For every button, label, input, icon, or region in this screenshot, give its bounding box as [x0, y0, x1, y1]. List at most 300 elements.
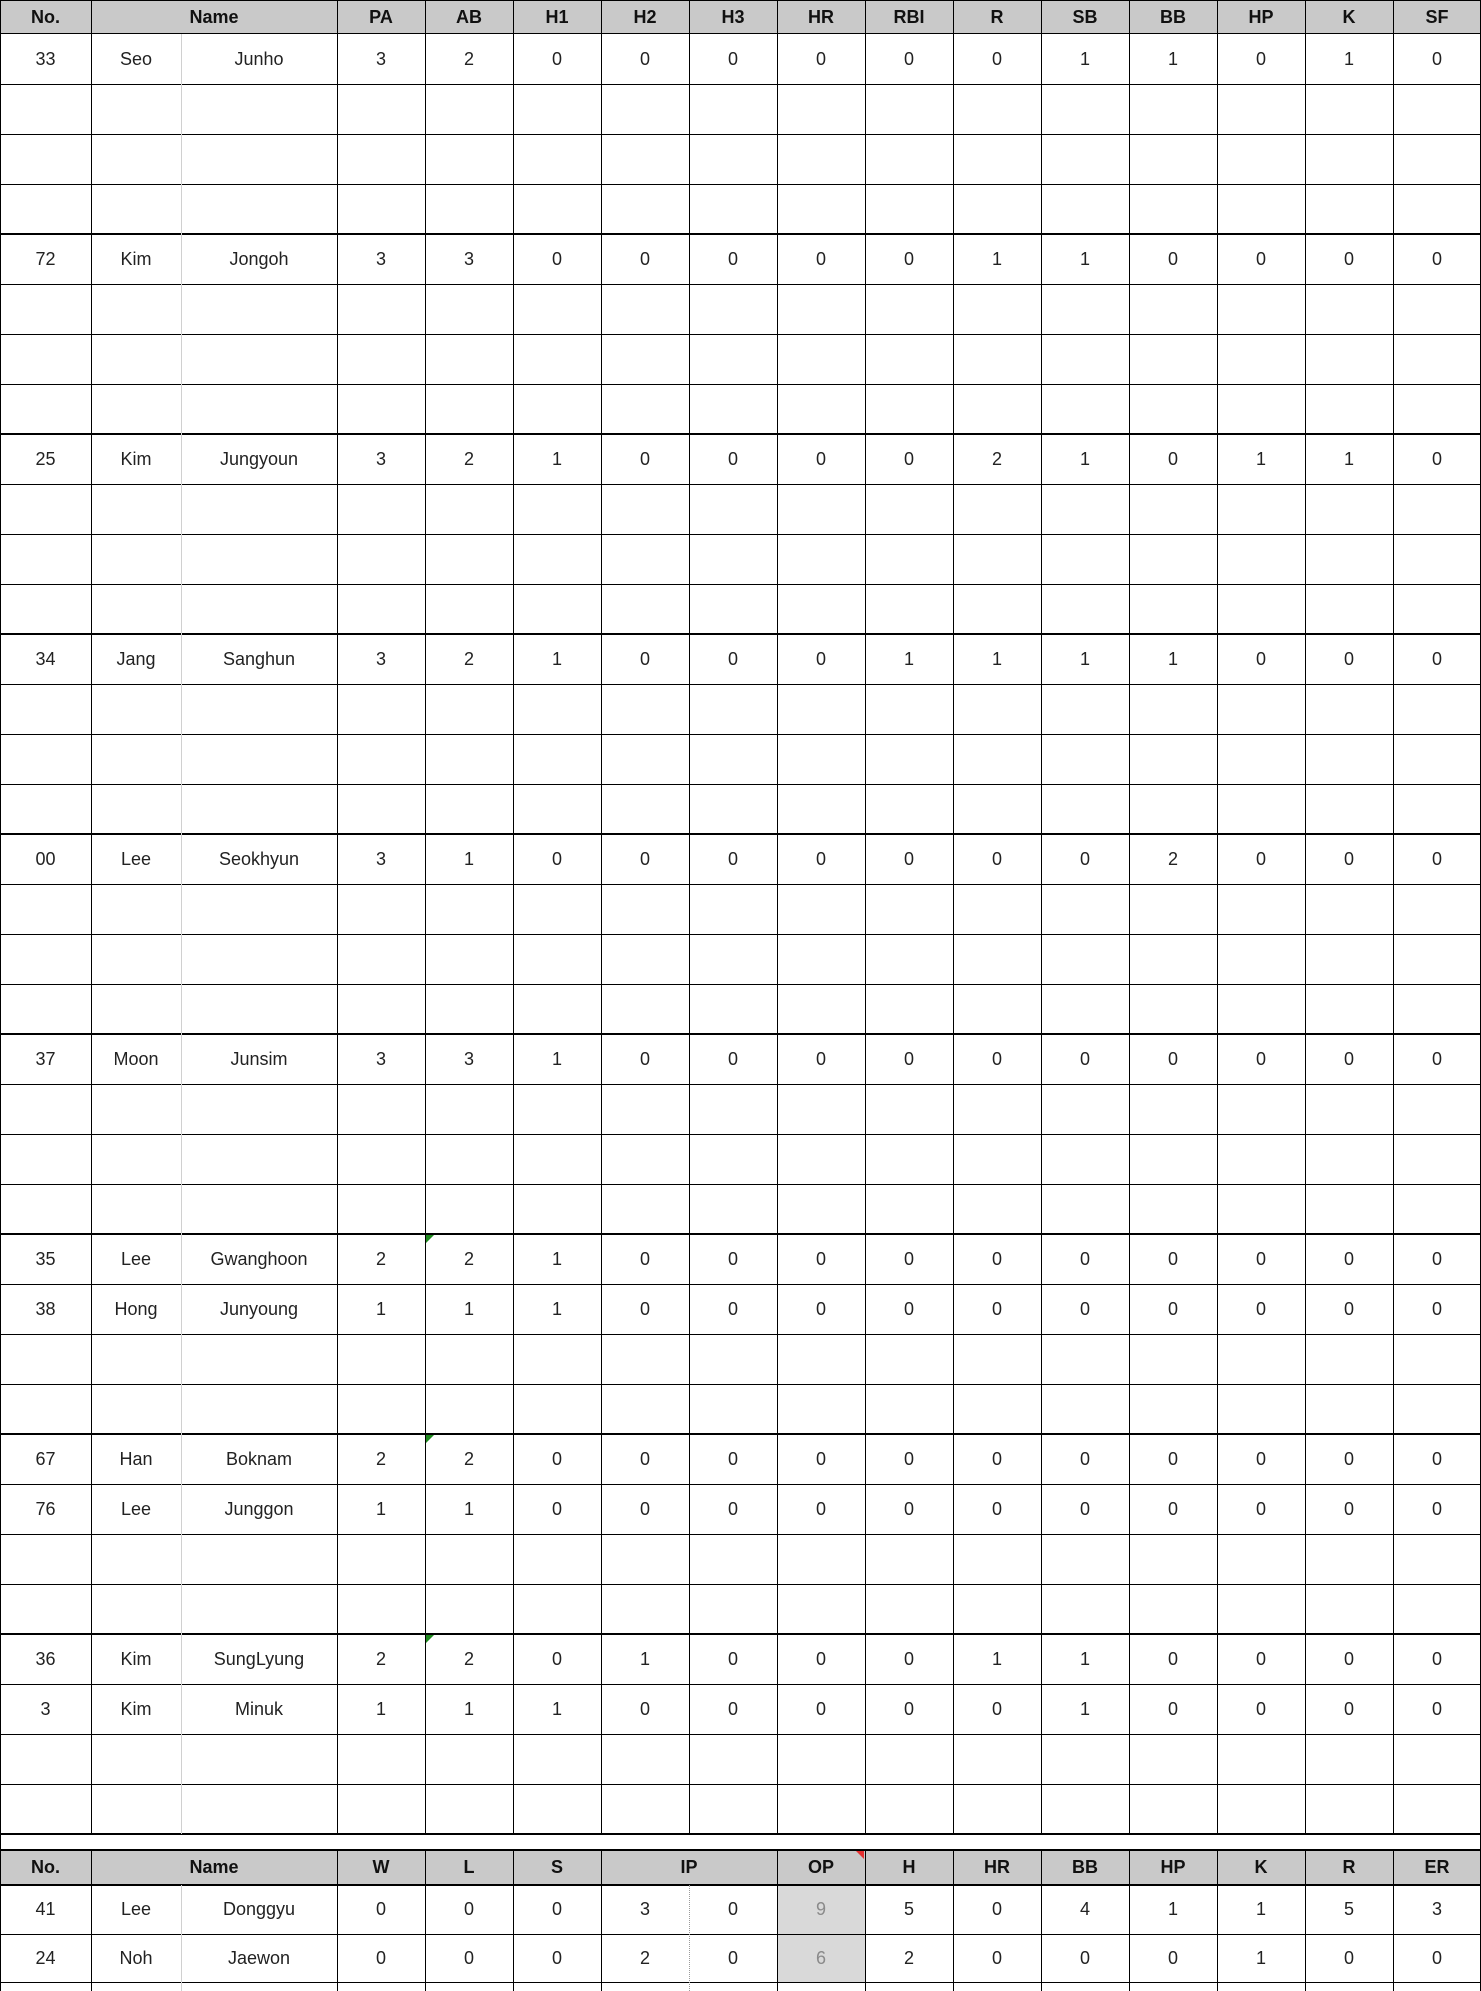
header-no[interactable]: No.	[0, 0, 91, 34]
stat-cell-sb[interactable]	[1041, 884, 1129, 934]
stat-cell-h2[interactable]	[601, 484, 689, 534]
stat-cell-pa[interactable]: 2	[375, 1448, 386, 1469]
stat-cell-bb[interactable]	[1129, 534, 1217, 584]
stat-cell-ab[interactable]	[425, 284, 513, 334]
stat-cell-h1[interactable]	[513, 584, 601, 634]
player-first-name-cell[interactable]	[181, 384, 337, 434]
stat-cell-h1[interactable]: 0	[551, 1448, 562, 1469]
stat-cell-h1[interactable]: 0	[551, 848, 562, 869]
stat-cell-hr[interactable]: 0	[815, 248, 826, 269]
header-hp[interactable]: HP	[1217, 0, 1305, 34]
stat-cell-r[interactable]	[953, 84, 1041, 134]
stat-cell-rbi[interactable]	[865, 284, 953, 334]
stat-cell-sf[interactable]	[1393, 784, 1481, 834]
stat-cell-pa[interactable]	[337, 84, 425, 134]
stat-cell-h2[interactable]	[601, 884, 689, 934]
header-h2[interactable]: H2	[601, 0, 689, 34]
stat-cell-rbi[interactable]	[865, 584, 953, 634]
p-header-name[interactable]: Name	[91, 1850, 337, 1885]
stat-cell-sf[interactable]	[1393, 1184, 1481, 1234]
stat-cell-bb[interactable]	[1129, 784, 1217, 834]
stat-cell-sb[interactable]	[1041, 684, 1129, 734]
stat-cell-hr[interactable]	[777, 1384, 865, 1434]
stat-cell-hp[interactable]	[1217, 1734, 1305, 1784]
stat-cell-pa[interactable]	[337, 284, 425, 334]
stat-cell-rbi[interactable]	[865, 134, 953, 184]
stat-cell-hp[interactable]: 0	[1255, 848, 1266, 869]
stat-cell-hr[interactable]: 0	[815, 1248, 826, 1269]
p-header-hp[interactable]: HP	[1129, 1850, 1217, 1885]
stat-cell-r[interactable]	[953, 884, 1041, 934]
stat-cell-h1[interactable]	[513, 184, 601, 234]
stat-cell-h3[interactable]: 0	[727, 1648, 738, 1669]
stat-cell-h2[interactable]: 0	[639, 48, 650, 69]
stat-cell-sb[interactable]: 0	[1079, 1298, 1090, 1319]
stat-cell-h3[interactable]	[689, 1534, 777, 1584]
stat-cell-bb[interactable]	[1129, 684, 1217, 734]
stat-cell-pa[interactable]	[337, 1084, 425, 1134]
stat-cell-ab[interactable]	[425, 1134, 513, 1184]
stat-cell-rbi[interactable]: 0	[903, 848, 914, 869]
stat-cell-bb[interactable]: 0	[1167, 1498, 1178, 1519]
stat-cell-sb[interactable]	[1041, 934, 1129, 984]
player-first-name-cell[interactable]	[181, 284, 337, 334]
stat-cell-k[interactable]: 1	[1255, 1899, 1266, 1919]
stat-cell-h1[interactable]: 1	[551, 648, 562, 669]
player-last-name-cell[interactable]	[91, 934, 181, 984]
player-number-cell[interactable]	[0, 784, 91, 834]
player-last-name-cell[interactable]	[91, 1184, 181, 1234]
stat-cell-ip[interactable]: 3	[639, 1899, 650, 1919]
stat-cell-sf[interactable]	[1393, 134, 1481, 184]
stat-cell-rbi[interactable]	[865, 334, 953, 384]
stat-cell-sb[interactable]: 0	[1079, 1248, 1090, 1269]
stat-cell-ab[interactable]	[425, 1784, 513, 1834]
stat-cell-k[interactable]: 0	[1343, 648, 1354, 669]
stat-cell-k[interactable]: 0	[1343, 248, 1354, 269]
stat-cell-bb[interactable]: 0	[1167, 248, 1178, 269]
stat-cell-hp[interactable]	[1217, 884, 1305, 934]
player-first-name-cell[interactable]	[181, 934, 337, 984]
stat-cell-hr[interactable]: 0	[815, 848, 826, 869]
player-last-name-cell[interactable]: Lee	[120, 848, 152, 869]
stat-cell-sb[interactable]	[1041, 784, 1129, 834]
player-number-cell[interactable]	[0, 984, 91, 1034]
stat-cell-bb[interactable]: 0	[1167, 1048, 1178, 1069]
stat-cell-hp[interactable]	[1217, 534, 1305, 584]
player-first-name-cell[interactable]	[181, 1534, 337, 1584]
stat-cell-hp[interactable]: 0	[1167, 1948, 1178, 1968]
player-number-cell[interactable]	[0, 84, 91, 134]
stat-cell-rbi[interactable]	[865, 1134, 953, 1184]
stat-cell-k[interactable]	[1305, 1384, 1393, 1434]
stat-cell-sb[interactable]: 1	[1079, 448, 1090, 469]
stat-cell-h3[interactable]: 0	[727, 1248, 738, 1269]
stat-cell-ab[interactable]	[425, 934, 513, 984]
stat-cell-rbi[interactable]: 0	[903, 248, 914, 269]
header-rbi[interactable]: RBI	[865, 0, 953, 34]
stat-cell-k[interactable]	[1305, 734, 1393, 784]
player-last-name-cell[interactable]	[91, 984, 181, 1034]
stat-cell-sf[interactable]	[1393, 1584, 1481, 1634]
stat-cell-r[interactable]: 2	[991, 448, 1002, 469]
stat-cell-ab[interactable]: 1	[463, 1298, 474, 1319]
stat-cell-r[interactable]	[953, 284, 1041, 334]
stat-cell-r[interactable]: 1	[991, 648, 1002, 669]
p-header-k[interactable]: K	[1217, 1850, 1305, 1885]
stat-cell-bb[interactable]	[1129, 84, 1217, 134]
player-first-name-cell[interactable]	[181, 1084, 337, 1134]
stat-cell-pa[interactable]: 2	[375, 1248, 386, 1269]
stat-cell-hr[interactable]	[777, 584, 865, 634]
stat-cell-sf[interactable]: 0	[1431, 1648, 1442, 1669]
stat-cell-r[interactable]	[953, 684, 1041, 734]
stat-cell-h2[interactable]	[601, 1784, 689, 1834]
stat-cell-r[interactable]	[953, 784, 1041, 834]
stat-cell-sf[interactable]	[1393, 284, 1481, 334]
stat-cell-hr[interactable]	[777, 134, 865, 184]
stat-cell-hp[interactable]: 0	[1255, 1048, 1266, 1069]
player-first-name-cell[interactable]: Junsim	[230, 1048, 288, 1069]
stat-cell-h3[interactable]	[689, 1584, 777, 1634]
stat-cell-bb[interactable]	[1129, 1584, 1217, 1634]
stat-cell-rbi[interactable]: 0	[903, 1248, 914, 1269]
stat-cell-h2[interactable]	[601, 1534, 689, 1584]
stat-cell-h2[interactable]: 0	[639, 1048, 650, 1069]
player-number-cell[interactable]	[0, 1334, 91, 1384]
player-first-name-cell[interactable]	[181, 584, 337, 634]
stat-cell-hp[interactable]	[1217, 284, 1305, 334]
stat-cell-sb[interactable]: 0	[1079, 1048, 1090, 1069]
player-last-name-cell[interactable]	[91, 1384, 181, 1434]
stat-cell-pa[interactable]: 3	[375, 1048, 386, 1069]
player-number-cell[interactable]	[0, 1584, 91, 1634]
stat-cell-pa[interactable]: 1	[375, 1298, 386, 1319]
player-number-cell[interactable]: 72	[35, 248, 56, 269]
stat-cell-rbi[interactable]: 0	[903, 1698, 914, 1719]
player-last-name-cell[interactable]: Jang	[116, 648, 156, 669]
stat-cell-ab[interactable]: 1	[463, 848, 474, 869]
stat-cell-r[interactable]	[953, 384, 1041, 434]
p-header-no[interactable]: No.	[0, 1850, 91, 1885]
player-first-name-cell[interactable]	[181, 134, 337, 184]
stat-cell-ip-outs[interactable]: 0	[727, 1948, 738, 1968]
stat-cell-hr[interactable]	[777, 1134, 865, 1184]
stat-cell-k[interactable]	[1305, 384, 1393, 434]
stat-cell-h3[interactable]	[689, 984, 777, 1034]
stat-cell-ab[interactable]	[425, 134, 513, 184]
stat-cell-h1[interactable]	[513, 1384, 601, 1434]
stat-cell-h2[interactable]	[601, 384, 689, 434]
stat-cell-bb[interactable]	[1129, 984, 1217, 1034]
stat-cell-bb[interactable]	[1129, 1784, 1217, 1834]
stat-cell-hp[interactable]	[1217, 984, 1305, 1034]
stat-cell-pa[interactable]: 3	[375, 48, 386, 69]
stat-cell-hr[interactable]	[777, 1534, 865, 1584]
stat-cell-pa[interactable]	[337, 384, 425, 434]
header-ab[interactable]: AB	[425, 0, 513, 34]
stat-cell-k[interactable]	[1305, 1334, 1393, 1384]
stat-cell-h1[interactable]	[513, 134, 601, 184]
stat-cell-ab[interactable]: 2	[463, 1448, 474, 1469]
player-last-name-cell[interactable]	[91, 1584, 181, 1634]
stat-cell-hp[interactable]	[1217, 1134, 1305, 1184]
stat-cell-k[interactable]: 0	[1343, 1448, 1354, 1469]
stat-cell-ip-outs[interactable]: 0	[727, 1899, 738, 1919]
stat-cell-hr[interactable]	[777, 684, 865, 734]
stat-cell-r[interactable]	[953, 184, 1041, 234]
player-last-name-cell[interactable]	[91, 1734, 181, 1784]
stat-cell-k[interactable]	[1305, 1734, 1393, 1784]
stat-cell-h3[interactable]: 0	[727, 1448, 738, 1469]
stat-cell-hp[interactable]: 0	[1255, 48, 1266, 69]
stat-cell-r[interactable]	[953, 1134, 1041, 1184]
stat-cell-r[interactable]	[953, 1334, 1041, 1384]
player-last-name-cell[interactable]: Lee	[120, 1498, 152, 1519]
stat-cell-k[interactable]: 0	[1343, 1048, 1354, 1069]
player-first-name-cell[interactable]: Junho	[234, 48, 284, 69]
stat-cell-rbi[interactable]	[865, 1384, 953, 1434]
stat-cell-h3[interactable]	[689, 1134, 777, 1184]
stat-cell-r[interactable]: 0	[991, 1448, 1002, 1469]
stat-cell-sb[interactable]: 0	[1079, 1448, 1090, 1469]
stat-cell-h1[interactable]: 1	[551, 1298, 562, 1319]
stat-cell-sb[interactable]	[1041, 84, 1129, 134]
player-last-name-cell[interactable]	[91, 884, 181, 934]
stat-cell-sf[interactable]: 0	[1431, 448, 1442, 469]
stat-cell-rbi[interactable]	[865, 684, 953, 734]
stat-cell-pa[interactable]	[337, 1384, 425, 1434]
stat-cell-h3[interactable]	[689, 1384, 777, 1434]
stat-cell-h[interactable]: 2	[903, 1948, 914, 1968]
stat-cell-h1[interactable]	[513, 984, 601, 1034]
player-number-cell[interactable]	[0, 934, 91, 984]
stat-cell-h1[interactable]	[513, 484, 601, 534]
player-last-name-cell[interactable]: Han	[119, 1448, 153, 1469]
player-number-cell[interactable]: 76	[35, 1498, 56, 1519]
stat-cell-k[interactable]: 0	[1343, 848, 1354, 869]
player-number-cell[interactable]	[0, 1534, 91, 1584]
stat-cell-pa[interactable]	[337, 534, 425, 584]
stat-cell-h1[interactable]: 1	[551, 448, 562, 469]
stat-cell-ab[interactable]	[425, 1584, 513, 1634]
stat-cell-ab[interactable]	[425, 1534, 513, 1584]
player-number-cell[interactable]	[0, 284, 91, 334]
stat-cell-ab[interactable]: 1	[463, 1498, 474, 1519]
stat-cell-bb[interactable]: 0	[1167, 1298, 1178, 1319]
stat-cell-sb[interactable]	[1041, 484, 1129, 534]
stat-cell-bb[interactable]: 0	[1167, 1698, 1178, 1719]
stat-cell-sf[interactable]: 0	[1431, 648, 1442, 669]
stat-cell-pa[interactable]	[337, 1734, 425, 1784]
stat-cell-s[interactable]: 0	[551, 1948, 562, 1968]
stat-cell-h1[interactable]	[513, 84, 601, 134]
stat-cell-hp[interactable]: 1	[1255, 448, 1266, 469]
pitcher-number-cell[interactable]: 41	[35, 1899, 56, 1919]
player-first-name-cell[interactable]	[181, 684, 337, 734]
header-bb[interactable]: BB	[1129, 0, 1217, 34]
stat-cell-hr[interactable]	[777, 534, 865, 584]
stat-cell-sf[interactable]: 0	[1431, 1448, 1442, 1469]
stat-cell-rbi[interactable]	[865, 1584, 953, 1634]
stat-cell-h3[interactable]	[689, 534, 777, 584]
stat-cell-er[interactable]: 0	[1431, 1948, 1442, 1968]
stat-cell-sb[interactable]: 1	[1079, 648, 1090, 669]
stat-cell-k[interactable]	[1305, 984, 1393, 1034]
stat-cell-r[interactable]: 0	[991, 1298, 1002, 1319]
stat-cell-sb[interactable]	[1041, 184, 1129, 234]
player-first-name-cell[interactable]: Junyoung	[219, 1298, 299, 1319]
stat-cell-sf[interactable]	[1393, 1384, 1481, 1434]
stat-cell-sb[interactable]: 1	[1079, 48, 1090, 69]
stat-cell-h2[interactable]: 0	[639, 1248, 650, 1269]
player-last-name-cell[interactable]	[91, 484, 181, 534]
stat-cell-sf[interactable]	[1393, 184, 1481, 234]
stat-cell-bb[interactable]	[1129, 1084, 1217, 1134]
stat-cell-hr[interactable]	[777, 1784, 865, 1834]
player-number-cell[interactable]	[0, 734, 91, 784]
stat-cell-bb[interactable]	[1129, 1134, 1217, 1184]
stat-cell-bb[interactable]: 4	[1079, 1899, 1090, 1919]
stat-cell-hp[interactable]	[1217, 734, 1305, 784]
stat-cell-h1[interactable]: 0	[551, 248, 562, 269]
stat-cell-h2[interactable]	[601, 184, 689, 234]
stat-cell-pa[interactable]	[337, 484, 425, 534]
stat-cell-sf[interactable]: 0	[1431, 1498, 1442, 1519]
player-last-name-cell[interactable]	[91, 1334, 181, 1384]
stat-cell-bb[interactable]: 0	[1167, 1648, 1178, 1669]
stat-cell-hr[interactable]: 0	[815, 648, 826, 669]
player-number-cell[interactable]	[0, 1084, 91, 1134]
stat-cell-hp[interactable]	[1217, 334, 1305, 384]
player-number-cell[interactable]: 00	[35, 848, 56, 869]
stat-cell-h2[interactable]: 0	[639, 1448, 650, 1469]
stat-cell-k[interactable]	[1305, 84, 1393, 134]
player-first-name-cell[interactable]	[181, 484, 337, 534]
player-number-cell[interactable]: 35	[35, 1248, 56, 1269]
stat-cell-hr[interactable]	[777, 984, 865, 1034]
stat-cell-r[interactable]	[953, 1784, 1041, 1834]
stat-cell-r[interactable]	[953, 1584, 1041, 1634]
stat-cell-pa[interactable]	[337, 1134, 425, 1184]
stat-cell-r[interactable]: 5	[1343, 1899, 1354, 1919]
p-header-op[interactable]: OP	[777, 1850, 865, 1885]
stat-cell-hp[interactable]: 0	[1255, 648, 1266, 669]
stat-cell-sf[interactable]	[1393, 1134, 1481, 1184]
player-first-name-cell[interactable]	[181, 734, 337, 784]
stat-cell-hp[interactable]: 0	[1255, 1698, 1266, 1719]
player-last-name-cell[interactable]	[91, 1534, 181, 1584]
player-first-name-cell[interactable]	[181, 184, 337, 234]
stat-cell-k[interactable]	[1305, 284, 1393, 334]
stat-cell-hp[interactable]	[1217, 1334, 1305, 1384]
stat-cell-sb[interactable]: 0	[1079, 848, 1090, 869]
player-number-cell[interactable]	[0, 184, 91, 234]
stat-cell-h2[interactable]	[601, 584, 689, 634]
stat-cell-pa[interactable]	[337, 984, 425, 1034]
stat-cell-pa[interactable]: 1	[375, 1498, 386, 1519]
stat-cell-h2[interactable]	[601, 934, 689, 984]
player-number-cell[interactable]: 33	[35, 48, 56, 69]
stat-cell-rbi[interactable]: 0	[903, 1648, 914, 1669]
header-sf[interactable]: SF	[1393, 0, 1481, 34]
stat-cell-er[interactable]: 3	[1431, 1899, 1442, 1919]
player-first-name-cell[interactable]: Jungyoun	[219, 448, 299, 469]
player-last-name-cell[interactable]	[91, 1084, 181, 1134]
stat-cell-rbi[interactable]	[865, 784, 953, 834]
stat-cell-ab[interactable]	[425, 184, 513, 234]
stat-cell-pa[interactable]	[337, 1584, 425, 1634]
stat-cell-hp[interactable]: 1	[1167, 1899, 1178, 1919]
player-last-name-cell[interactable]	[91, 1784, 181, 1834]
stat-cell-r[interactable]: 1	[991, 248, 1002, 269]
stat-cell-rbi[interactable]	[865, 1734, 953, 1784]
stat-cell-h2[interactable]	[601, 684, 689, 734]
stat-cell-pa[interactable]	[337, 334, 425, 384]
stat-cell-h3[interactable]: 0	[727, 1498, 738, 1519]
p-header-er[interactable]: ER	[1393, 1850, 1481, 1885]
stat-cell-sf[interactable]	[1393, 334, 1481, 384]
stat-cell-ab[interactable]	[425, 884, 513, 934]
stat-cell-sb[interactable]	[1041, 1534, 1129, 1584]
player-number-cell[interactable]	[0, 684, 91, 734]
stat-cell-hp[interactable]	[1217, 684, 1305, 734]
player-number-cell[interactable]: 25	[35, 448, 56, 469]
stat-cell-bb[interactable]	[1129, 384, 1217, 434]
stat-cell-hr[interactable]: 0	[815, 1498, 826, 1519]
stat-cell-h1[interactable]	[513, 1784, 601, 1834]
stat-cell-k[interactable]	[1305, 184, 1393, 234]
player-number-cell[interactable]	[0, 1134, 91, 1184]
stat-cell-sb[interactable]: 1	[1079, 248, 1090, 269]
header-h3[interactable]: H3	[689, 0, 777, 34]
stat-cell-h1[interactable]: 1	[551, 1698, 562, 1719]
player-number-cell[interactable]	[0, 1184, 91, 1234]
stat-cell-ab[interactable]	[425, 384, 513, 434]
player-first-name-cell[interactable]	[181, 1734, 337, 1784]
stat-cell-h1[interactable]	[513, 534, 601, 584]
stat-cell-ab[interactable]: 3	[463, 1048, 474, 1069]
stat-cell-w[interactable]: 0	[375, 1948, 386, 1968]
stat-cell-h3[interactable]	[689, 1184, 777, 1234]
p-header-hr[interactable]: HR	[953, 1850, 1041, 1885]
stat-cell-sf[interactable]	[1393, 984, 1481, 1034]
stat-cell-bb[interactable]: 2	[1167, 848, 1178, 869]
stat-cell-h3[interactable]	[689, 484, 777, 534]
player-last-name-cell[interactable]	[91, 134, 181, 184]
stat-cell-h3[interactable]	[689, 334, 777, 384]
stat-cell-h3[interactable]: 0	[727, 1048, 738, 1069]
p-header-h[interactable]: H	[865, 1850, 953, 1885]
stat-cell-rbi[interactable]	[865, 1184, 953, 1234]
player-number-cell[interactable]	[0, 884, 91, 934]
stat-cell-sb[interactable]: 1	[1079, 1648, 1090, 1669]
stat-cell-rbi[interactable]: 0	[903, 48, 914, 69]
stat-cell-sf[interactable]: 0	[1431, 48, 1442, 69]
stat-cell-hr[interactable]: 0	[991, 1948, 1002, 1968]
player-first-name-cell[interactable]	[181, 884, 337, 934]
stat-cell-hp[interactable]: 0	[1255, 1498, 1266, 1519]
stat-cell-hr[interactable]	[777, 184, 865, 234]
stat-cell-ab[interactable]	[425, 534, 513, 584]
stat-cell-r[interactable]	[953, 734, 1041, 784]
player-number-cell[interactable]	[0, 584, 91, 634]
player-last-name-cell[interactable]	[91, 1134, 181, 1184]
stat-cell-hp[interactable]	[1217, 934, 1305, 984]
stat-cell-bb[interactable]: 0	[1167, 1448, 1178, 1469]
p-header-w[interactable]: W	[337, 1850, 425, 1885]
stat-cell-hr[interactable]: 0	[815, 1648, 826, 1669]
